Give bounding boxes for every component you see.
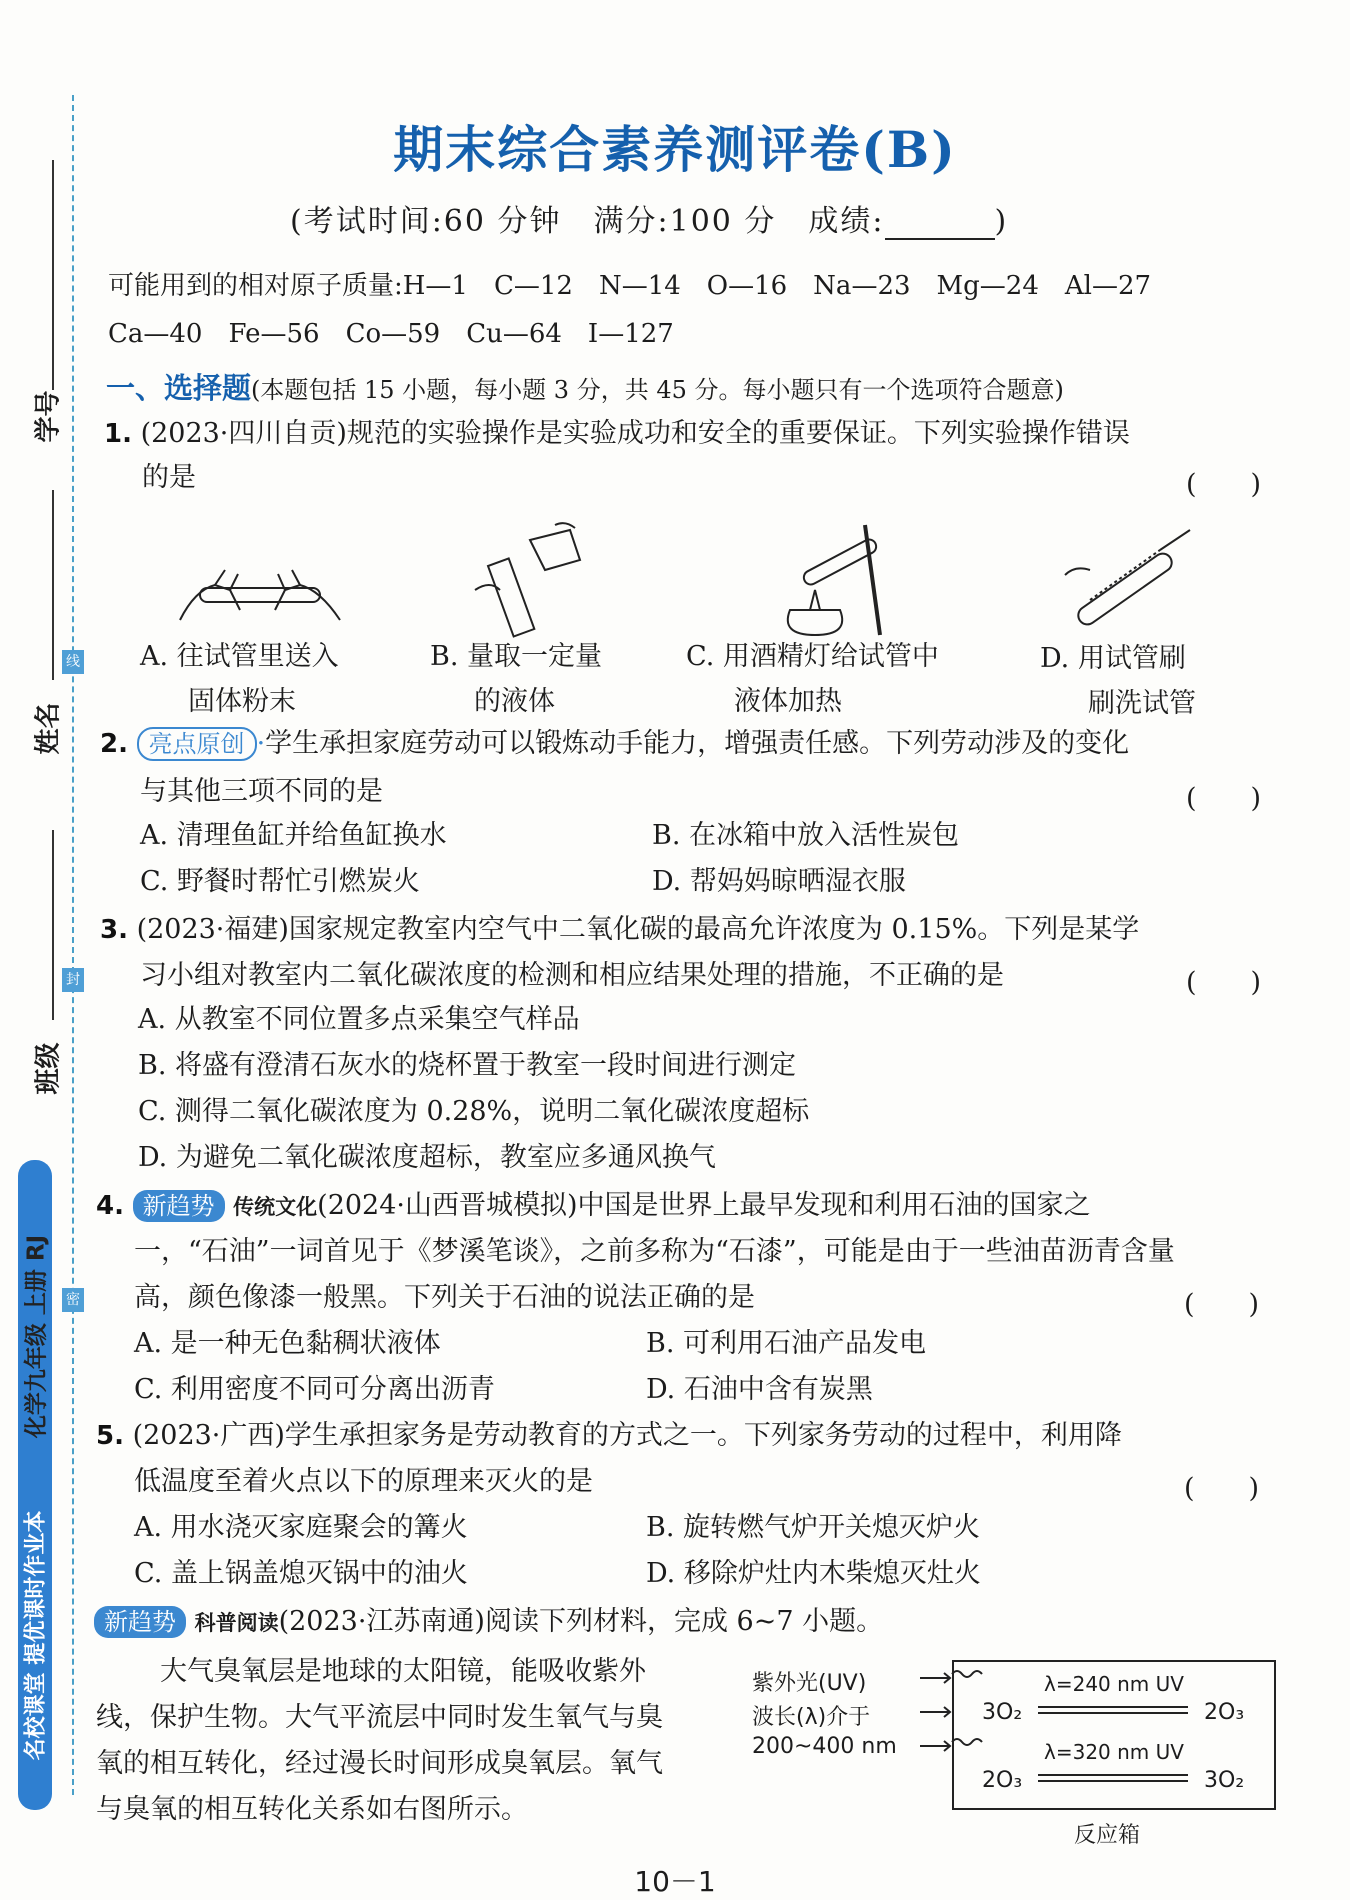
q2-option-c: C. 野餐时帮忙引燃炭火	[140, 866, 420, 897]
seam-mark-xian: 线	[62, 650, 84, 674]
q4-option-d: D. 石油中含有炭黑	[646, 1374, 873, 1405]
reaction2-left: 2O₃	[982, 1768, 1023, 1793]
diagram-uv-line1: 紫外光(UV)	[752, 1671, 867, 1696]
q5-option-d: D. 移除炉灶内木柴熄灭灶火	[646, 1558, 981, 1589]
q1-line2: 的是	[142, 462, 196, 493]
reaction2-equals-top	[1038, 1774, 1188, 1776]
q3-text: (2023·福建)国家规定教室内空气中二氧化碳的最高允许浓度为 0.15%。下列是某学	[136, 914, 1140, 945]
section-title: 一、选择题	[106, 371, 252, 405]
q3-option-b: B. 将盛有澄清石灰水的烧杯置于教室一段时间进行测定	[138, 1050, 797, 1081]
spine-book-text: 化学九年级 上册 RJ	[23, 1234, 50, 1439]
q4-answer-paren: ( )	[1184, 1289, 1260, 1320]
q4-line2: 一，“石油”一词首见于《梦溪笔谈》，之前多称为“石漆”，可能是由于一些油苗沥青含量	[134, 1236, 1175, 1267]
q2-option-d: D. 帮妈妈晾晒湿衣服	[652, 866, 906, 897]
q3-line1	[100, 910, 1139, 950]
reaction2-equals-bottom	[1038, 1780, 1188, 1782]
reaction2-right: 3O₂	[1204, 1768, 1245, 1793]
q3-option-a: A. 从教室不同位置多点采集空气样品	[138, 1004, 580, 1035]
q4-text: (2024·山西晋城模拟)中国是世界上最早发现和利用石油的国家之	[317, 1190, 1091, 1221]
q1-text: (2023·四川自贡)规范的实验操作是实验成功和安全的重要保证。下列实验操作错误	[140, 418, 1130, 449]
q67-passage-line4: 与臭氧的相互转化关系如右图所示。	[96, 1794, 528, 1825]
q67-passage-line3: 氧的相互转化，经过漫长时间形成臭氧层。氧气	[96, 1748, 663, 1779]
q1-answer-paren: ( )	[1186, 469, 1262, 500]
q2-text: 学生承担家庭劳动可以锻炼动手能力，增强责任感。下列劳动涉及的变化	[265, 728, 1130, 759]
q5-text: (2023·广西)学生承担家务是劳动教育的方式之一。下列家务劳动的过程中，利用降	[132, 1420, 1122, 1451]
q2-number: 2.	[100, 729, 128, 759]
q4-line1	[96, 1186, 1091, 1227]
q1-option-d-line2: 刷洗试管	[1088, 688, 1196, 719]
q2-line1: 2. 亮点原创 ·学生承担家庭劳动可以锻炼动手能力，增强责任感。下列劳动涉及的变化	[100, 728, 1130, 759]
q2-option-a: A. 清理鱼缸并给鱼缸换水	[140, 820, 447, 851]
q4-option-c: C. 利用密度不同可分离出沥青	[134, 1374, 495, 1405]
reaction1-condition: λ=240 nm UV	[1044, 1672, 1184, 1696]
q67-badge-trend: 新趋势	[94, 1606, 186, 1638]
q1-figure-b-cylinder	[470, 520, 590, 640]
atomic-mass-line1: 可能用到的相对原子质量:H—1 C—12 N—14 O—16 Na—23 Mg—24 Al—27	[108, 271, 1152, 301]
q3-number: 3.	[100, 915, 128, 945]
seam-mark-feng: 封	[62, 968, 84, 992]
q1-figure-d-brush	[1060, 520, 1200, 635]
q4-option-b: B. 可利用石油产品发电	[646, 1328, 927, 1359]
margin-label-xuehao: 学号	[33, 390, 64, 443]
margin-label-xingming: 姓名	[33, 702, 64, 755]
q4-option-a: A. 是一种无色黏稠状液体	[134, 1328, 441, 1359]
q5-line2: 低温度至着火点以下的原理来灭火的是	[134, 1466, 593, 1497]
q67-intro: (2023·江苏南通)阅读下列材料，完成 6~7 小题。	[278, 1606, 884, 1637]
section-heading	[106, 368, 1064, 410]
q4-line3: 高，颜色像漆一般黑。下列关于石油的说法正确的是	[134, 1282, 755, 1313]
q5-number: 5.	[96, 1421, 124, 1451]
margin-line-xuehao	[52, 160, 54, 390]
q67-passage-line2: 线，保护生物。大气平流层中同时发生氧气与臭	[96, 1702, 663, 1733]
exam-info	[290, 196, 1008, 240]
exam-info-close: )	[994, 204, 1009, 239]
atomic-mass-line2: Ca—40 Fe—56 Co—59 Cu—64 I—127	[108, 319, 674, 349]
reaction1-left: 3O₂	[982, 1700, 1023, 1725]
reaction2-condition: λ=320 nm UV	[1044, 1740, 1184, 1764]
q1-option-b-line1: B. 量取一定量	[430, 641, 603, 672]
q1-option-d-line1: D. 用试管刷	[1040, 643, 1186, 674]
q67-tag-reading: 科普阅读	[194, 1611, 279, 1635]
q67-intro-line	[94, 1602, 883, 1643]
q1-option-b-line2: 的液体	[474, 686, 555, 717]
q1-number: 1.	[104, 419, 132, 449]
q3-option-c: C. 测得二氧化碳浓度为 0.28%，说明二氧化碳浓度超标	[138, 1096, 810, 1127]
q3-option-d: D. 为避免二氧化碳浓度超标，教室应多通风换气	[138, 1142, 716, 1173]
diagram-caption: 反应箱	[1074, 1823, 1141, 1848]
spine-series-text: 名校课堂 提优课时作业本	[23, 1510, 49, 1761]
q2-line2: 与其他三项不同的是	[140, 776, 383, 807]
q1-figure-c-lamp	[770, 515, 900, 640]
q1-option-c-line1: C. 用酒精灯给试管中	[686, 641, 939, 672]
q5-option-a: A. 用水浇灭家庭聚会的篝火	[134, 1512, 468, 1543]
q4-number: 4.	[96, 1191, 124, 1221]
seam-mark-mi: 密	[62, 1288, 84, 1312]
q5-answer-paren: ( )	[1184, 1473, 1260, 1504]
q2-badge-original: 亮点原创	[137, 727, 257, 761]
page-number: 10－1	[634, 1865, 716, 1898]
q4-badge-trend: 新趋势	[133, 1190, 225, 1222]
q5-option-b: B. 旋转燃气炉开关熄灭炉火	[646, 1512, 981, 1543]
diagram-uv-line3: 200~400 nm	[752, 1734, 897, 1759]
q1-line1	[104, 414, 1130, 454]
reaction-box	[952, 1660, 1276, 1810]
page-title: 期末综合素养测评卷(B)	[393, 120, 957, 179]
q1-figure-a-powder	[170, 550, 350, 640]
q2-option-b: B. 在冰箱中放入活性炭包	[652, 820, 960, 851]
q2-answer-paren: ( )	[1186, 783, 1262, 814]
q5-option-c: C. 盖上锅盖熄灭锅中的油火	[134, 1558, 468, 1589]
q1-option-a-line2: 固体粉末	[188, 686, 296, 717]
reaction1-equals-bottom	[1038, 1712, 1188, 1714]
q3-line2: 习小组对教室内二氧化碳浓度的检测和相应结果处理的措施，不正确的是	[140, 960, 1004, 991]
q67-passage-line1: 大气臭氧层是地球的太阳镜，能吸收紫外	[160, 1656, 646, 1687]
q1-option-c-line2: 液体加热	[734, 686, 842, 717]
q4-tag-culture: 传统文化	[233, 1195, 318, 1219]
section-note: (本题包括 15 小题，每小题 3 分，共 45 分。每小题只有一个选项符合题意)	[251, 376, 1064, 404]
diagram-uv-line2: 波长(λ)介于	[752, 1705, 871, 1730]
q1-option-a-line1: A. 往试管里送入	[140, 641, 339, 672]
reaction1-equals-top	[1038, 1706, 1188, 1708]
reaction1-right: 2O₃	[1204, 1700, 1245, 1725]
exam-info-text: (考试时间:60 分钟 满分:100 分 成绩:	[290, 204, 885, 239]
margin-line-xingming	[52, 490, 54, 680]
q3-answer-paren: ( )	[1186, 967, 1262, 998]
score-blank	[885, 210, 995, 240]
q5-line1	[96, 1416, 1122, 1456]
margin-line-banji	[52, 830, 54, 1020]
margin-label-banji: 班级	[33, 1042, 64, 1095]
binding-dashed-line	[72, 95, 74, 1795]
